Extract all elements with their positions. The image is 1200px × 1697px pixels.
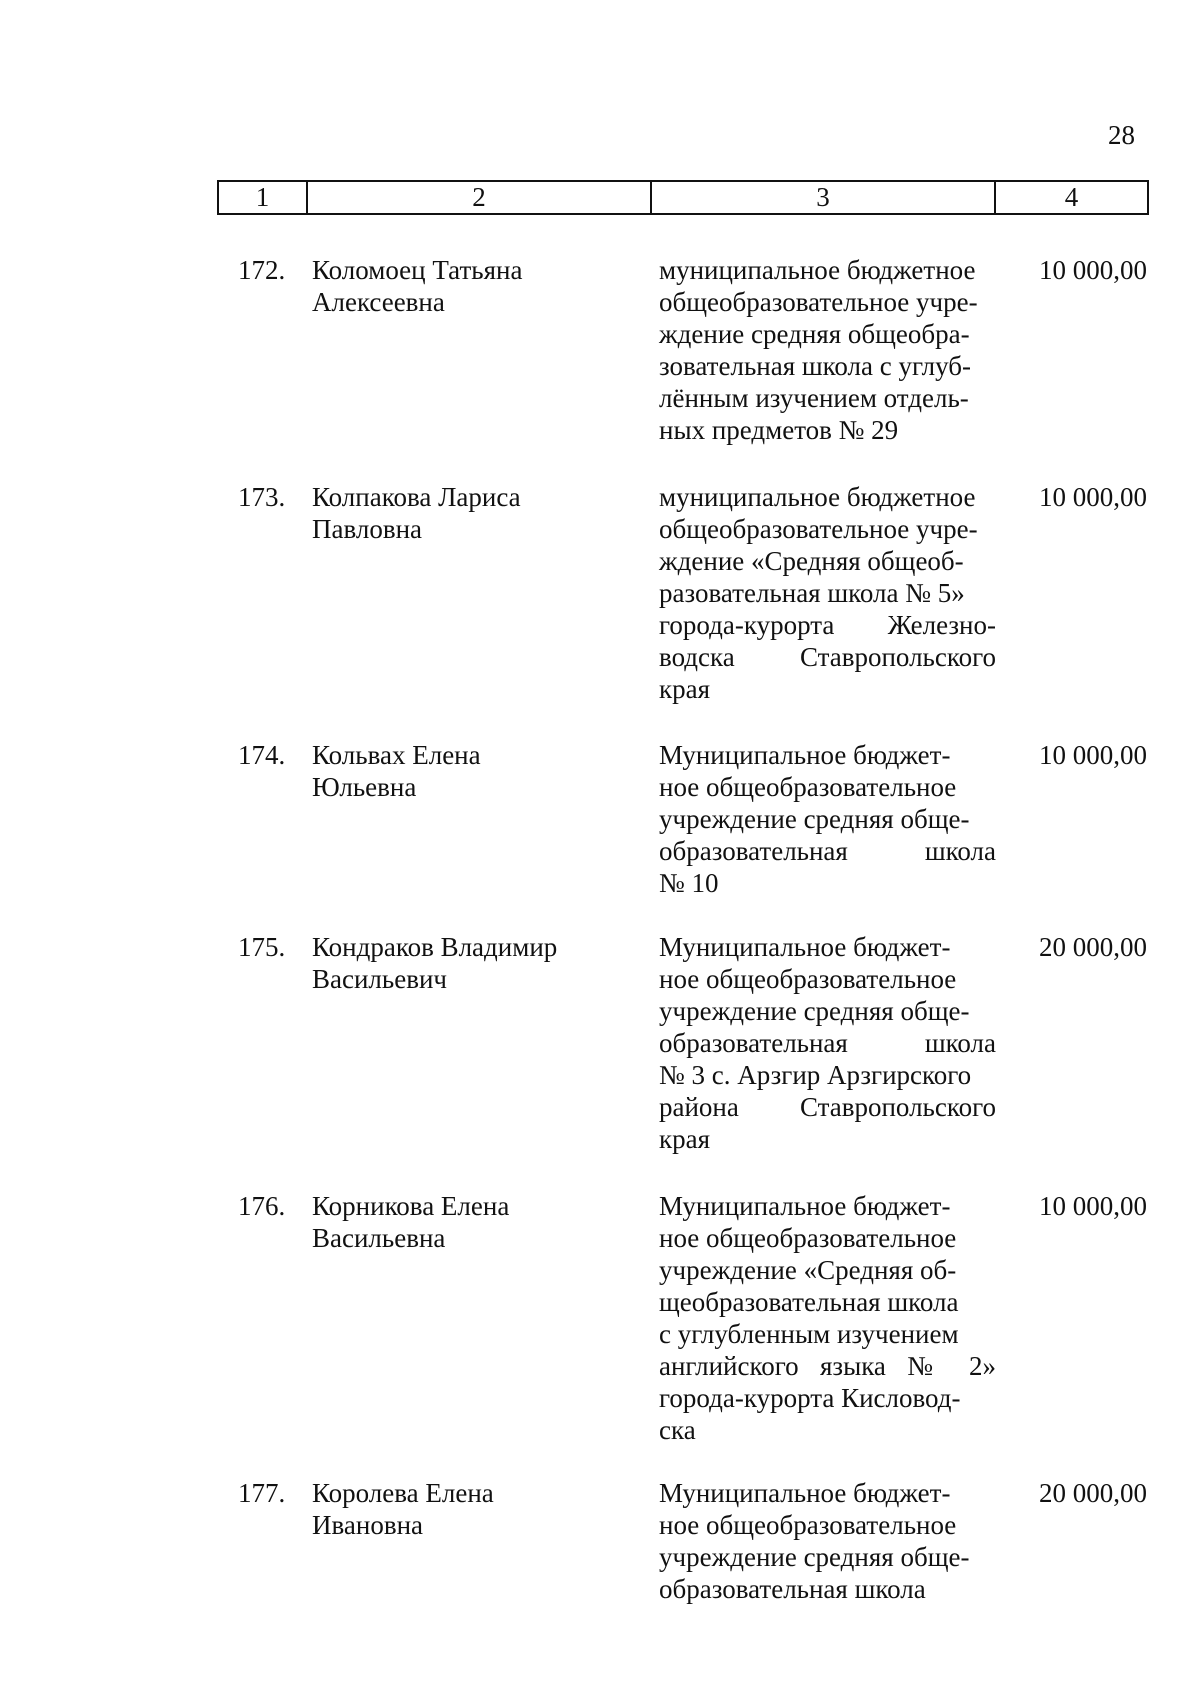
amount: 10 000,00 — [1039, 482, 1147, 512]
organization-line: общеобразовательное учре- — [659, 287, 978, 317]
recipient-name — [312, 931, 612, 995]
organization-line: учреждение средняя обще- — [659, 1542, 970, 1572]
column-header-3: 3 — [652, 182, 996, 213]
organization-line: ное общеобразовательное — [659, 964, 957, 994]
recipient-name-line: Павловна — [312, 514, 423, 544]
organization-line: № 3 с. Арзгир Арзгирского — [659, 1060, 972, 1090]
organization — [659, 1477, 996, 1605]
column-header-row — [217, 180, 1149, 215]
recipient-name-line: Ивановна — [312, 1510, 424, 1540]
organization-line: ждение средняя общеобра- — [659, 319, 970, 349]
organization-line: разовательная школа № 5» — [659, 578, 965, 608]
organization-line: учреждение средняя обще- — [659, 996, 970, 1026]
organization-line: ное общеобразовательное — [659, 1510, 957, 1540]
recipient-name-line: Алексеевна — [312, 287, 445, 317]
organization-line: учреждение «Средняя об- — [659, 1255, 957, 1285]
page-number: 28 — [1108, 120, 1135, 150]
recipient-name-line: Васильевич — [312, 964, 447, 994]
row-number: 173. — [238, 482, 286, 512]
row-number: 172. — [238, 255, 286, 285]
row-number: 176. — [238, 1191, 286, 1221]
organization-line: города-курорта Кисловод- — [659, 1383, 961, 1413]
organization-line: общеобразовательное учре- — [659, 514, 978, 544]
organization-line: ное общеобразовательное — [659, 772, 957, 802]
organization-line: края — [659, 674, 711, 704]
organization-line: зовательная школа с углуб- — [659, 351, 972, 381]
organization-line: района Ставропольского — [659, 1092, 996, 1122]
row-number: 175. — [238, 932, 286, 962]
organization-line: Муниципальное бюджет- — [659, 1191, 951, 1221]
recipient-name-line: Васильевна — [312, 1223, 446, 1253]
recipient-name-line: Юльевна — [312, 772, 417, 802]
organization-line: с углубленным изучением — [659, 1319, 959, 1349]
recipient-name-line: Коломоец Татьяна — [312, 255, 523, 285]
organization-line: края — [659, 1124, 711, 1154]
row-number: 177. — [238, 1478, 286, 1508]
organization-line: щеобразовательная школа — [659, 1287, 959, 1317]
column-header-1: 1 — [219, 182, 308, 213]
organization — [659, 931, 996, 1155]
organization-line: муниципальное бюджетное — [659, 255, 976, 285]
organization-line: ждение «Средняя общеоб- — [659, 546, 964, 576]
organization-line: № 10 — [659, 868, 719, 898]
organization-line: образовательная школа — [659, 836, 996, 866]
recipient-name-line: Колпакова Лариса — [312, 482, 521, 512]
organization-line: английского языка № 2» — [659, 1351, 996, 1381]
recipient-name — [312, 254, 612, 318]
column-header-2: 2 — [308, 182, 652, 213]
organization — [659, 739, 996, 899]
amount: 10 000,00 — [1039, 255, 1147, 285]
organization-line: образовательная школа — [659, 1574, 926, 1604]
organization-line: образовательная школа — [659, 1028, 996, 1058]
organization-line: Муниципальное бюджет- — [659, 740, 951, 770]
organization-line: ное общеобразовательное — [659, 1223, 957, 1253]
organization-line: ска — [659, 1415, 696, 1445]
organization — [659, 254, 996, 446]
recipient-name-line: Корникова Елена — [312, 1191, 510, 1221]
recipient-name-line: Кольвах Елена — [312, 740, 481, 770]
organization-line: Муниципальное бюджет- — [659, 1478, 951, 1508]
recipient-name-line: Королева Елена — [312, 1478, 494, 1508]
organization-line: Муниципальное бюджет- — [659, 932, 951, 962]
organization-line: лённым изучением отдель- — [659, 383, 969, 413]
row-number: 174. — [238, 740, 286, 770]
organization — [659, 481, 996, 705]
recipient-name — [312, 1190, 612, 1254]
column-header-4: 4 — [1064, 182, 1079, 212]
recipient-name-line: Кондраков Владимир — [312, 932, 558, 962]
amount: 10 000,00 — [1039, 1191, 1147, 1221]
organization-line: ных предметов № 29 — [659, 415, 899, 445]
amount: 20 000,00 — [1039, 1478, 1147, 1508]
recipient-name — [312, 739, 612, 803]
organization-line: муниципальное бюджетное — [659, 482, 976, 512]
amount: 20 000,00 — [1039, 932, 1147, 962]
recipient-name — [312, 481, 612, 545]
organization-line: города-курорта Железно- — [659, 610, 996, 640]
recipient-name — [312, 1477, 612, 1541]
organization-line: водска Ставропольского — [659, 642, 996, 672]
organization — [659, 1190, 996, 1446]
amount: 10 000,00 — [1039, 740, 1147, 770]
organization-line: учреждение средняя обще- — [659, 804, 970, 834]
